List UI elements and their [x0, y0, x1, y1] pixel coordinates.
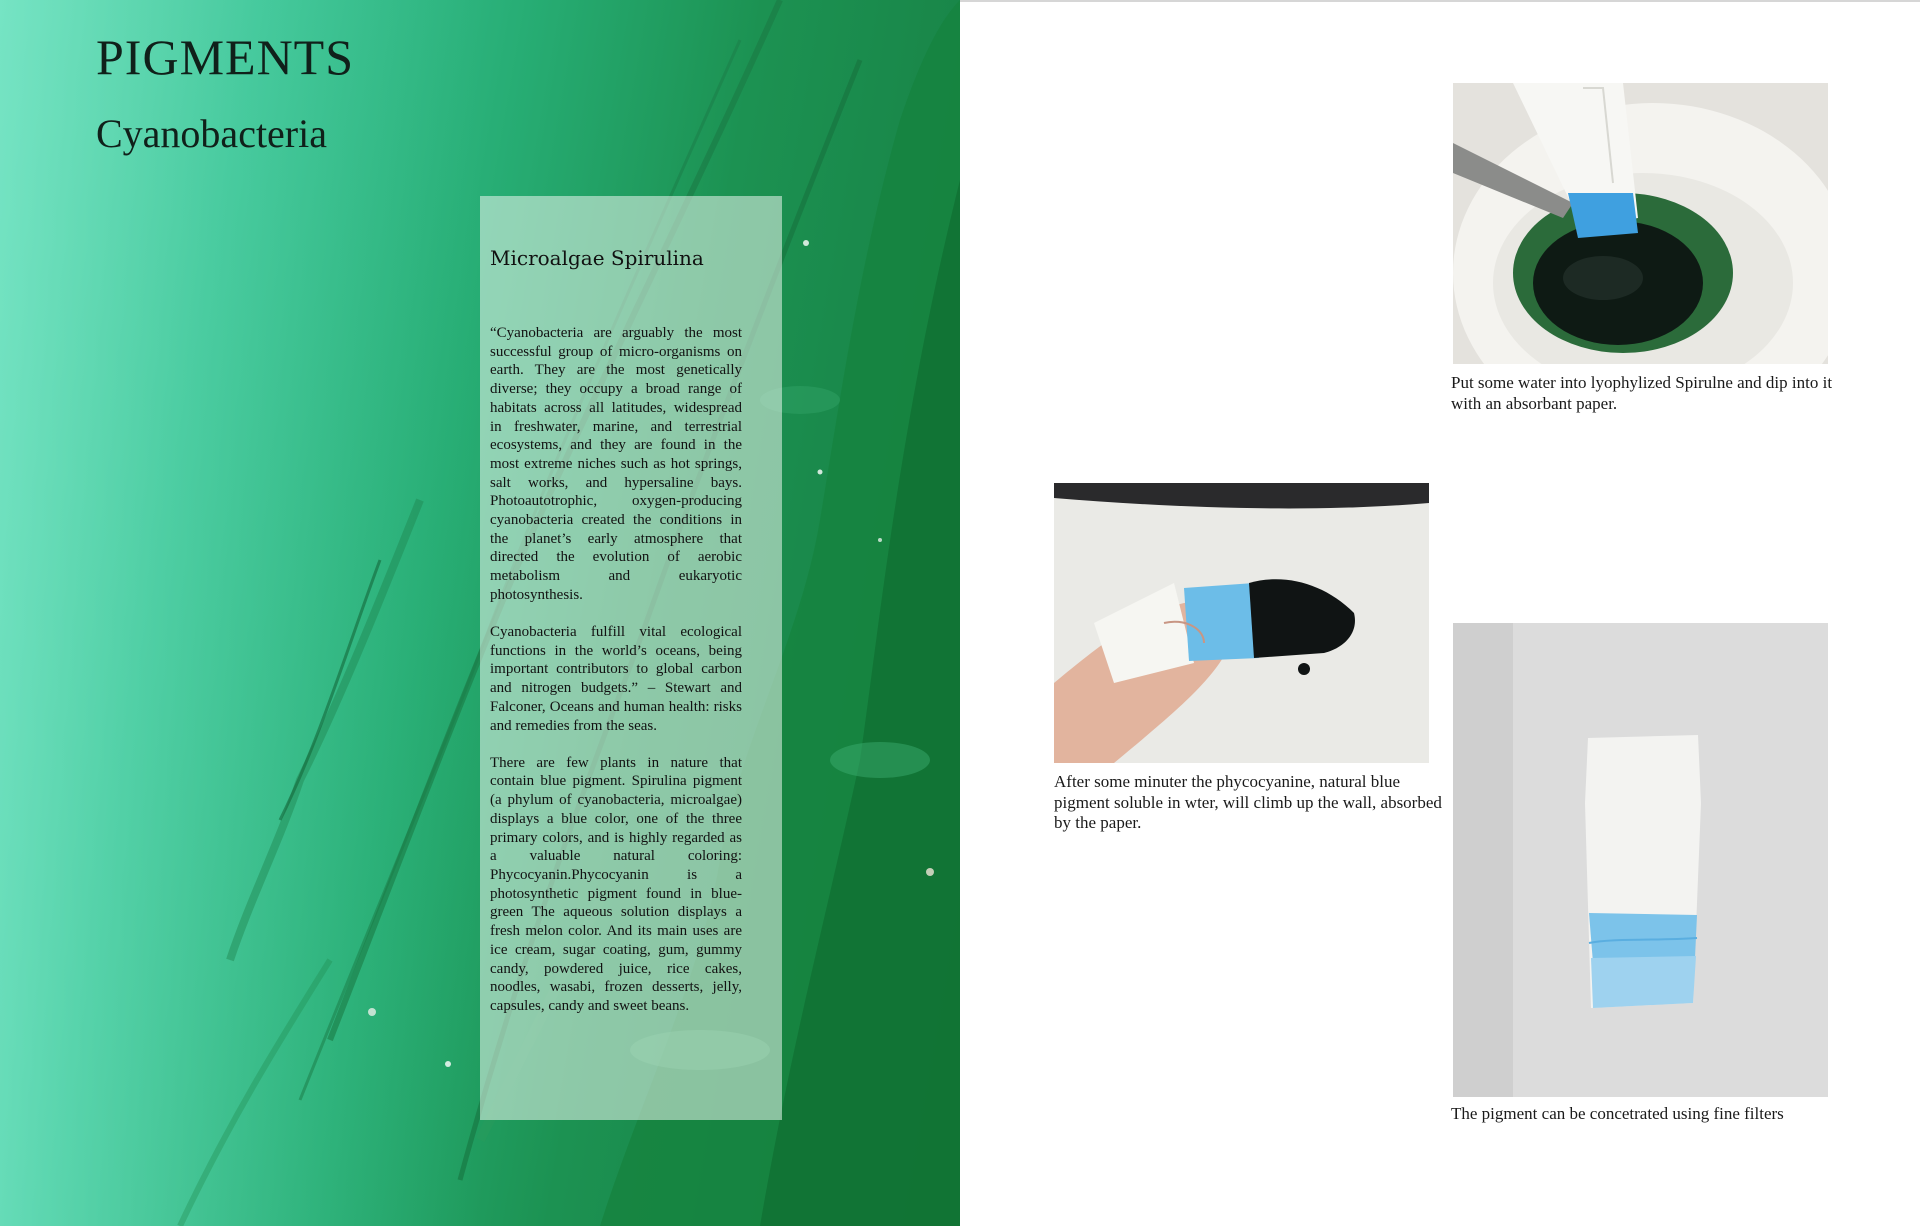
- panel-heading: Microalgae Spirulina: [490, 246, 704, 270]
- panel-paragraph-1: “Cyanobacteria are arguably the most successful group of micro-organisms on earth. They are the most genetically diverse; they occupy a broad range of habitats across all latitudes, widespread in freshwater, marine, and terrestrial ecosystems, and they are found in the most extreme niches such as hot springs, salt works, and hypersaline bays. Photoautotrophic, oxygen-producing cyanobacteria created the conditions in the planet’s early atmosphere that directed the evolution of aerobic metabolism and eukaryotic photosynthesis.: [490, 325, 742, 603]
- photo-hand-paper: [1054, 483, 1429, 763]
- photo-filter-paper: [1453, 623, 1828, 1097]
- caption-photo-1: Put some water into lyophylized Spirulne and dip into it with an absorbant paper.: [1451, 373, 1833, 413]
- panel-paragraph-2: Cyanobacteria fulfill vital ecological functions in the world’s oceans, being important contributors to global carbon and nitrogen budgets.” – Stewart and Falconer, Oceans and human health: risks and remedies from the seas.: [490, 624, 742, 734]
- top-rule: [960, 0, 1920, 2]
- caption-photo-3: The pigment can be concetrated using fine filters: [1451, 1104, 1784, 1123]
- photo-cup-spirulina: [1453, 83, 1828, 364]
- page-subtitle: Cyanobacteria: [96, 111, 327, 156]
- panel-paragraph-3: There are few plants in nature that contain blue pigment. Spirulina pigment (a phylum of cyanobacteria, microalgae) displays a blue color, one of the three primary colors, and is highly regarded as a valuable natural coloring: Phycocyanin.Phycocyanin is a photosynthetic pigment found in blue-green The aqueous solution displays a fresh melon color. And its main uses are ice cream, sugar coating, gum, gummy candy, powdered juice, rice cakes, noodles, wasabi, frozen desserts, jelly, capsules, candy and sweet beans.: [490, 754, 742, 1014]
- text-panel: [480, 196, 782, 1120]
- page-title: PIGMENTS: [96, 29, 355, 85]
- caption-photo-2: After some minuter the phycocyanine, natural blue pigment soluble in wter, will climb up the wall, absorbed by the paper.: [1054, 772, 1442, 832]
